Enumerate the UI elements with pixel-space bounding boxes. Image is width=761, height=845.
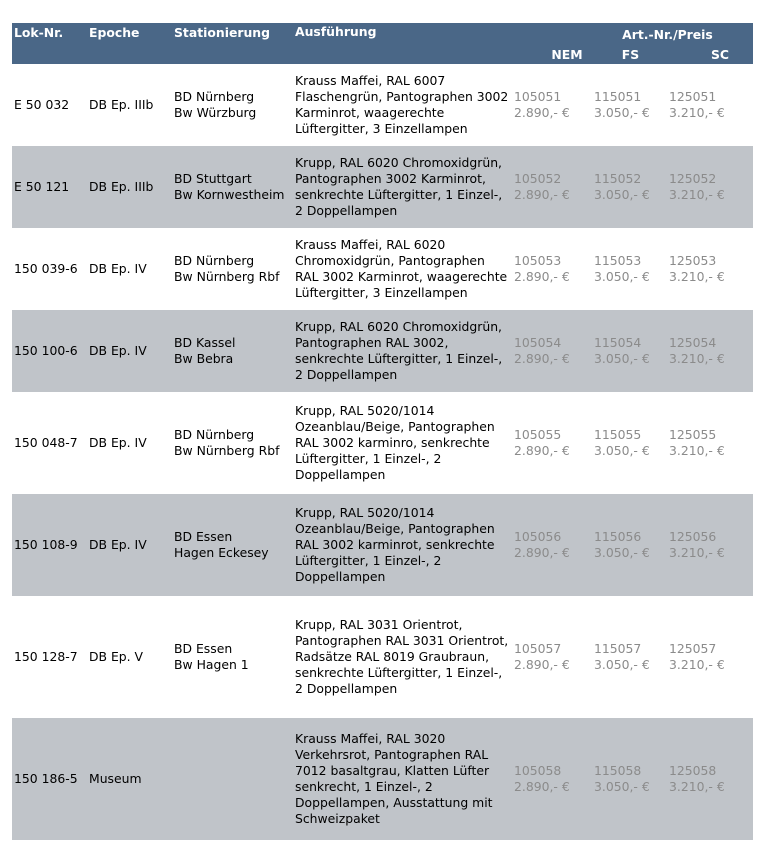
table-row	[12, 146, 753, 228]
cell-ausfuehrung	[293, 596, 512, 718]
header-epoche: Epoche	[89, 25, 140, 40]
header-stationierung: Stationierung	[174, 25, 270, 40]
stationierung-line: BD Kassel	[174, 335, 236, 350]
ausfuehrung-line: senkrechte Lüftergitter, 1 Einzel-,	[295, 665, 503, 680]
sc-art-nr: 125056	[669, 529, 717, 544]
table-row	[12, 64, 753, 146]
nem-preis: 2.890,- €	[514, 657, 570, 672]
header-ausfuehrung: Ausführung	[295, 24, 377, 39]
cell-lok-nr: 150 128-7	[14, 649, 78, 664]
cell-nem	[512, 310, 592, 392]
ausfuehrung-line: Krupp, RAL 6020 Chromoxidgrün,	[295, 155, 502, 170]
sc-art-nr: 125052	[669, 171, 717, 186]
ausfuehrung-line: Ozeanblau/Beige, Pantographen	[295, 521, 495, 536]
ausfuehrung-line: Pantographen RAL 3002,	[295, 335, 449, 350]
cell-sc	[667, 392, 753, 494]
cell-sc	[667, 146, 753, 228]
cell-epoche: DB Ep. IV	[89, 261, 147, 276]
header-sc: SC	[710, 47, 730, 62]
header-artnr-preis: Art.-Nr./Preis	[622, 27, 713, 42]
ausfuehrung-line: Krupp, RAL 6020 Chromoxidgrün,	[295, 319, 502, 334]
sc-preis: 3.210,- €	[669, 105, 725, 120]
ausfuehrung-line: Krupp, RAL 5020/1014	[295, 403, 435, 418]
nem-art-nr: 105058	[514, 763, 562, 778]
cell-lok-nr: 150 100-6	[14, 343, 78, 358]
cell-ausfuehrung	[293, 494, 512, 596]
fs-preis: 3.050,- €	[594, 105, 650, 120]
cell-sc	[667, 64, 753, 146]
ausfuehrung-line: Krupp, RAL 5020/1014	[295, 505, 435, 520]
cell-fs	[592, 146, 667, 228]
stationierung-line: BD Nürnberg	[174, 89, 255, 104]
stationierung-line: BD Essen	[174, 529, 233, 544]
ausfuehrung-line: Schweizpaket	[295, 811, 380, 826]
cell-ausfuehrung	[293, 392, 512, 494]
ausfuehrung-line: Pantographen RAL 3031 Orientrot,	[295, 633, 509, 648]
cell-stationierung	[172, 392, 293, 494]
fs-art-nr: 115055	[594, 427, 642, 442]
stationierung-line: Bw Nürnberg Rbf	[174, 443, 280, 458]
sc-preis: 3.210,- €	[669, 545, 725, 560]
cell-ausfuehrung	[293, 146, 512, 228]
ausfuehrung-line: Krauss Maffei, RAL 6020	[295, 237, 446, 252]
price-table	[12, 23, 753, 840]
nem-art-nr: 105054	[514, 335, 562, 350]
cell-sc	[667, 228, 753, 310]
fs-art-nr: 115052	[594, 171, 642, 186]
nem-art-nr: 105051	[514, 89, 562, 104]
table-row	[12, 494, 753, 596]
ausfuehrung-line: Krauss Maffei, RAL 3020	[295, 731, 446, 746]
stationierung-line: BD Stuttgart	[174, 171, 252, 186]
cell-nem	[512, 718, 592, 840]
ausfuehrung-line: senkrechte Lüftergitter, 1 Einzel-,	[295, 187, 503, 202]
ausfuehrung-line: 2 Doppellampen	[295, 203, 398, 218]
fs-art-nr: 115051	[594, 89, 642, 104]
cell-fs	[592, 494, 667, 596]
cell-stationierung	[172, 310, 293, 392]
ausfuehrung-line: Pantographen 3002 Karminrot,	[295, 171, 486, 186]
cell-sc	[667, 596, 753, 718]
cell-stationierung	[172, 494, 293, 596]
header-fs: FS	[621, 47, 640, 62]
nem-preis: 2.890,- €	[514, 443, 570, 458]
header-row	[12, 23, 753, 47]
cell-sc	[667, 310, 753, 392]
nem-preis: 2.890,- €	[514, 779, 570, 794]
ausfuehrung-line: senkrechte Lüftergitter, 1 Einzel-,	[295, 351, 503, 366]
fs-preis: 3.050,- €	[594, 351, 650, 366]
stationierung-line: Bw Nürnberg Rbf	[174, 269, 280, 284]
nem-preis: 2.890,- €	[514, 105, 570, 120]
cell-lok-nr: E 50 121	[14, 179, 70, 194]
nem-art-nr: 105056	[514, 529, 562, 544]
stationierung-line: Bw Hagen 1	[174, 657, 249, 672]
fs-art-nr: 115058	[594, 763, 642, 778]
cell-ausfuehrung	[293, 228, 512, 310]
table-row	[12, 596, 753, 718]
ausfuehrung-line: Doppellampen, Ausstattung mit	[295, 795, 493, 810]
stationierung-line: Bw Kornwestheim	[174, 187, 285, 202]
nem-art-nr: 105055	[514, 427, 562, 442]
cell-epoche: DB Ep. IV	[89, 537, 147, 552]
cell-sc	[667, 718, 753, 840]
stationierung-line: BD Nürnberg	[174, 427, 255, 442]
cell-fs	[592, 64, 667, 146]
cell-fs	[592, 596, 667, 718]
cell-nem	[512, 494, 592, 596]
cell-fs	[592, 718, 667, 840]
ausfuehrung-line: RAL 3002 Karminrot, waagerechte	[295, 269, 508, 284]
cell-nem	[512, 596, 592, 718]
ausfuehrung-line: Lüftergitter, 3 Einzellampen	[295, 285, 468, 300]
fs-art-nr: 115056	[594, 529, 642, 544]
sc-art-nr: 125053	[669, 253, 717, 268]
ausfuehrung-line: Verkehrsrot, Pantographen RAL	[295, 747, 489, 762]
cell-fs	[592, 310, 667, 392]
stationierung-line: BD Essen	[174, 641, 233, 656]
nem-preis: 2.890,- €	[514, 269, 570, 284]
table-row	[12, 392, 753, 494]
cell-epoche: DB Ep. IIIb	[89, 179, 154, 194]
fs-preis: 3.050,- €	[594, 187, 650, 202]
fs-art-nr: 115053	[594, 253, 642, 268]
cell-epoche: DB Ep. V	[89, 649, 144, 664]
cell-nem	[512, 64, 592, 146]
fs-preis: 3.050,- €	[594, 657, 650, 672]
cell-stationierung	[172, 146, 293, 228]
fs-art-nr: 115057	[594, 641, 642, 656]
nem-preis: 2.890,- €	[514, 187, 570, 202]
table-row	[12, 718, 753, 840]
sc-art-nr: 125055	[669, 427, 717, 442]
cell-sc	[667, 494, 753, 596]
stationierung-line: BD Nürnberg	[174, 253, 255, 268]
table-row	[12, 228, 753, 310]
stationierung-line: Bw Würzburg	[174, 105, 257, 120]
cell-lok-nr: 150 039-6	[14, 261, 78, 276]
fs-art-nr: 115054	[594, 335, 642, 350]
cell-epoche: DB Ep. IV	[89, 435, 147, 450]
ausfuehrung-line: Doppellampen	[295, 467, 386, 482]
ausfuehrung-line: Chromoxidgrün, Pantographen	[295, 253, 485, 268]
sc-art-nr: 125058	[669, 763, 717, 778]
header-nem: NEM	[551, 47, 583, 62]
cell-lok-nr: E 50 032	[14, 97, 70, 112]
ausfuehrung-line: RAL 3002 karminrot, senkrechte	[295, 537, 495, 552]
stationierung-line: Bw Bebra	[174, 351, 234, 366]
sc-preis: 3.210,- €	[669, 443, 725, 458]
ausfuehrung-line: Doppellampen	[295, 569, 386, 584]
ausfuehrung-line: senkrecht, 1 Einzel-, 2	[295, 779, 433, 794]
cell-nem	[512, 146, 592, 228]
ausfuehrung-line: 2 Doppellampen	[295, 681, 398, 696]
cell-nem	[512, 228, 592, 310]
sc-art-nr: 125054	[669, 335, 717, 350]
ausfuehrung-line: RAL 3002 karminro, senkrechte	[295, 435, 490, 450]
ausfuehrung-line: Lüftergitter, 3 Einzellampen	[295, 121, 468, 136]
ausfuehrung-line: Karminrot, waagerechte	[295, 105, 445, 120]
ausfuehrung-line: Lüftergitter, 1 Einzel-, 2	[295, 553, 442, 568]
sc-preis: 3.210,- €	[669, 351, 725, 366]
cell-stationierung	[172, 718, 293, 840]
ausfuehrung-line: Krupp, RAL 3031 Orientrot,	[295, 617, 463, 632]
cell-ausfuehrung	[293, 64, 512, 146]
ausfuehrung-line: Flaschengrün, Pantographen 3002	[295, 89, 509, 104]
fs-preis: 3.050,- €	[594, 443, 650, 458]
cell-stationierung	[172, 64, 293, 146]
sc-preis: 3.210,- €	[669, 187, 725, 202]
ausfuehrung-line: Krauss Maffei, RAL 6007	[295, 73, 446, 88]
sc-preis: 3.210,- €	[669, 269, 725, 284]
ausfuehrung-line: Lüftergitter, 1 Einzel-, 2	[295, 451, 442, 466]
cell-fs	[592, 392, 667, 494]
header-lok: Lok-Nr.	[14, 25, 64, 40]
cell-nem	[512, 392, 592, 494]
cell-epoche: DB Ep. IV	[89, 343, 147, 358]
cell-stationierung	[172, 228, 293, 310]
table-row	[12, 310, 753, 392]
price-table-container	[12, 23, 753, 840]
ausfuehrung-line: 2 Doppellampen	[295, 367, 398, 382]
nem-art-nr: 105057	[514, 641, 562, 656]
nem-art-nr: 105053	[514, 253, 562, 268]
fs-preis: 3.050,- €	[594, 545, 650, 560]
nem-art-nr: 105052	[514, 171, 562, 186]
sc-art-nr: 125051	[669, 89, 717, 104]
sc-preis: 3.210,- €	[669, 657, 725, 672]
ausfuehrung-line: 7012 basaltgrau, Klatten Lüfter	[295, 763, 490, 778]
fs-preis: 3.050,- €	[594, 779, 650, 794]
cell-ausfuehrung	[293, 718, 512, 840]
cell-ausfuehrung	[293, 310, 512, 392]
stationierung-line: Hagen Eckesey	[174, 545, 269, 560]
nem-preis: 2.890,- €	[514, 351, 570, 366]
fs-preis: 3.050,- €	[594, 269, 650, 284]
ausfuehrung-line: Radsätze RAL 8019 Graubraun,	[295, 649, 490, 664]
sc-art-nr: 125057	[669, 641, 717, 656]
cell-lok-nr: 150 186-5	[14, 771, 78, 786]
cell-stationierung	[172, 596, 293, 718]
cell-fs	[592, 228, 667, 310]
nem-preis: 2.890,- €	[514, 545, 570, 560]
sc-preis: 3.210,- €	[669, 779, 725, 794]
cell-lok-nr: 150 108-9	[14, 537, 78, 552]
table-body	[12, 64, 753, 840]
cell-epoche: Museum	[89, 771, 142, 786]
cell-epoche: DB Ep. IIIb	[89, 97, 154, 112]
ausfuehrung-line: Ozeanblau/Beige, Pantographen	[295, 419, 495, 434]
cell-lok-nr: 150 048-7	[14, 435, 78, 450]
